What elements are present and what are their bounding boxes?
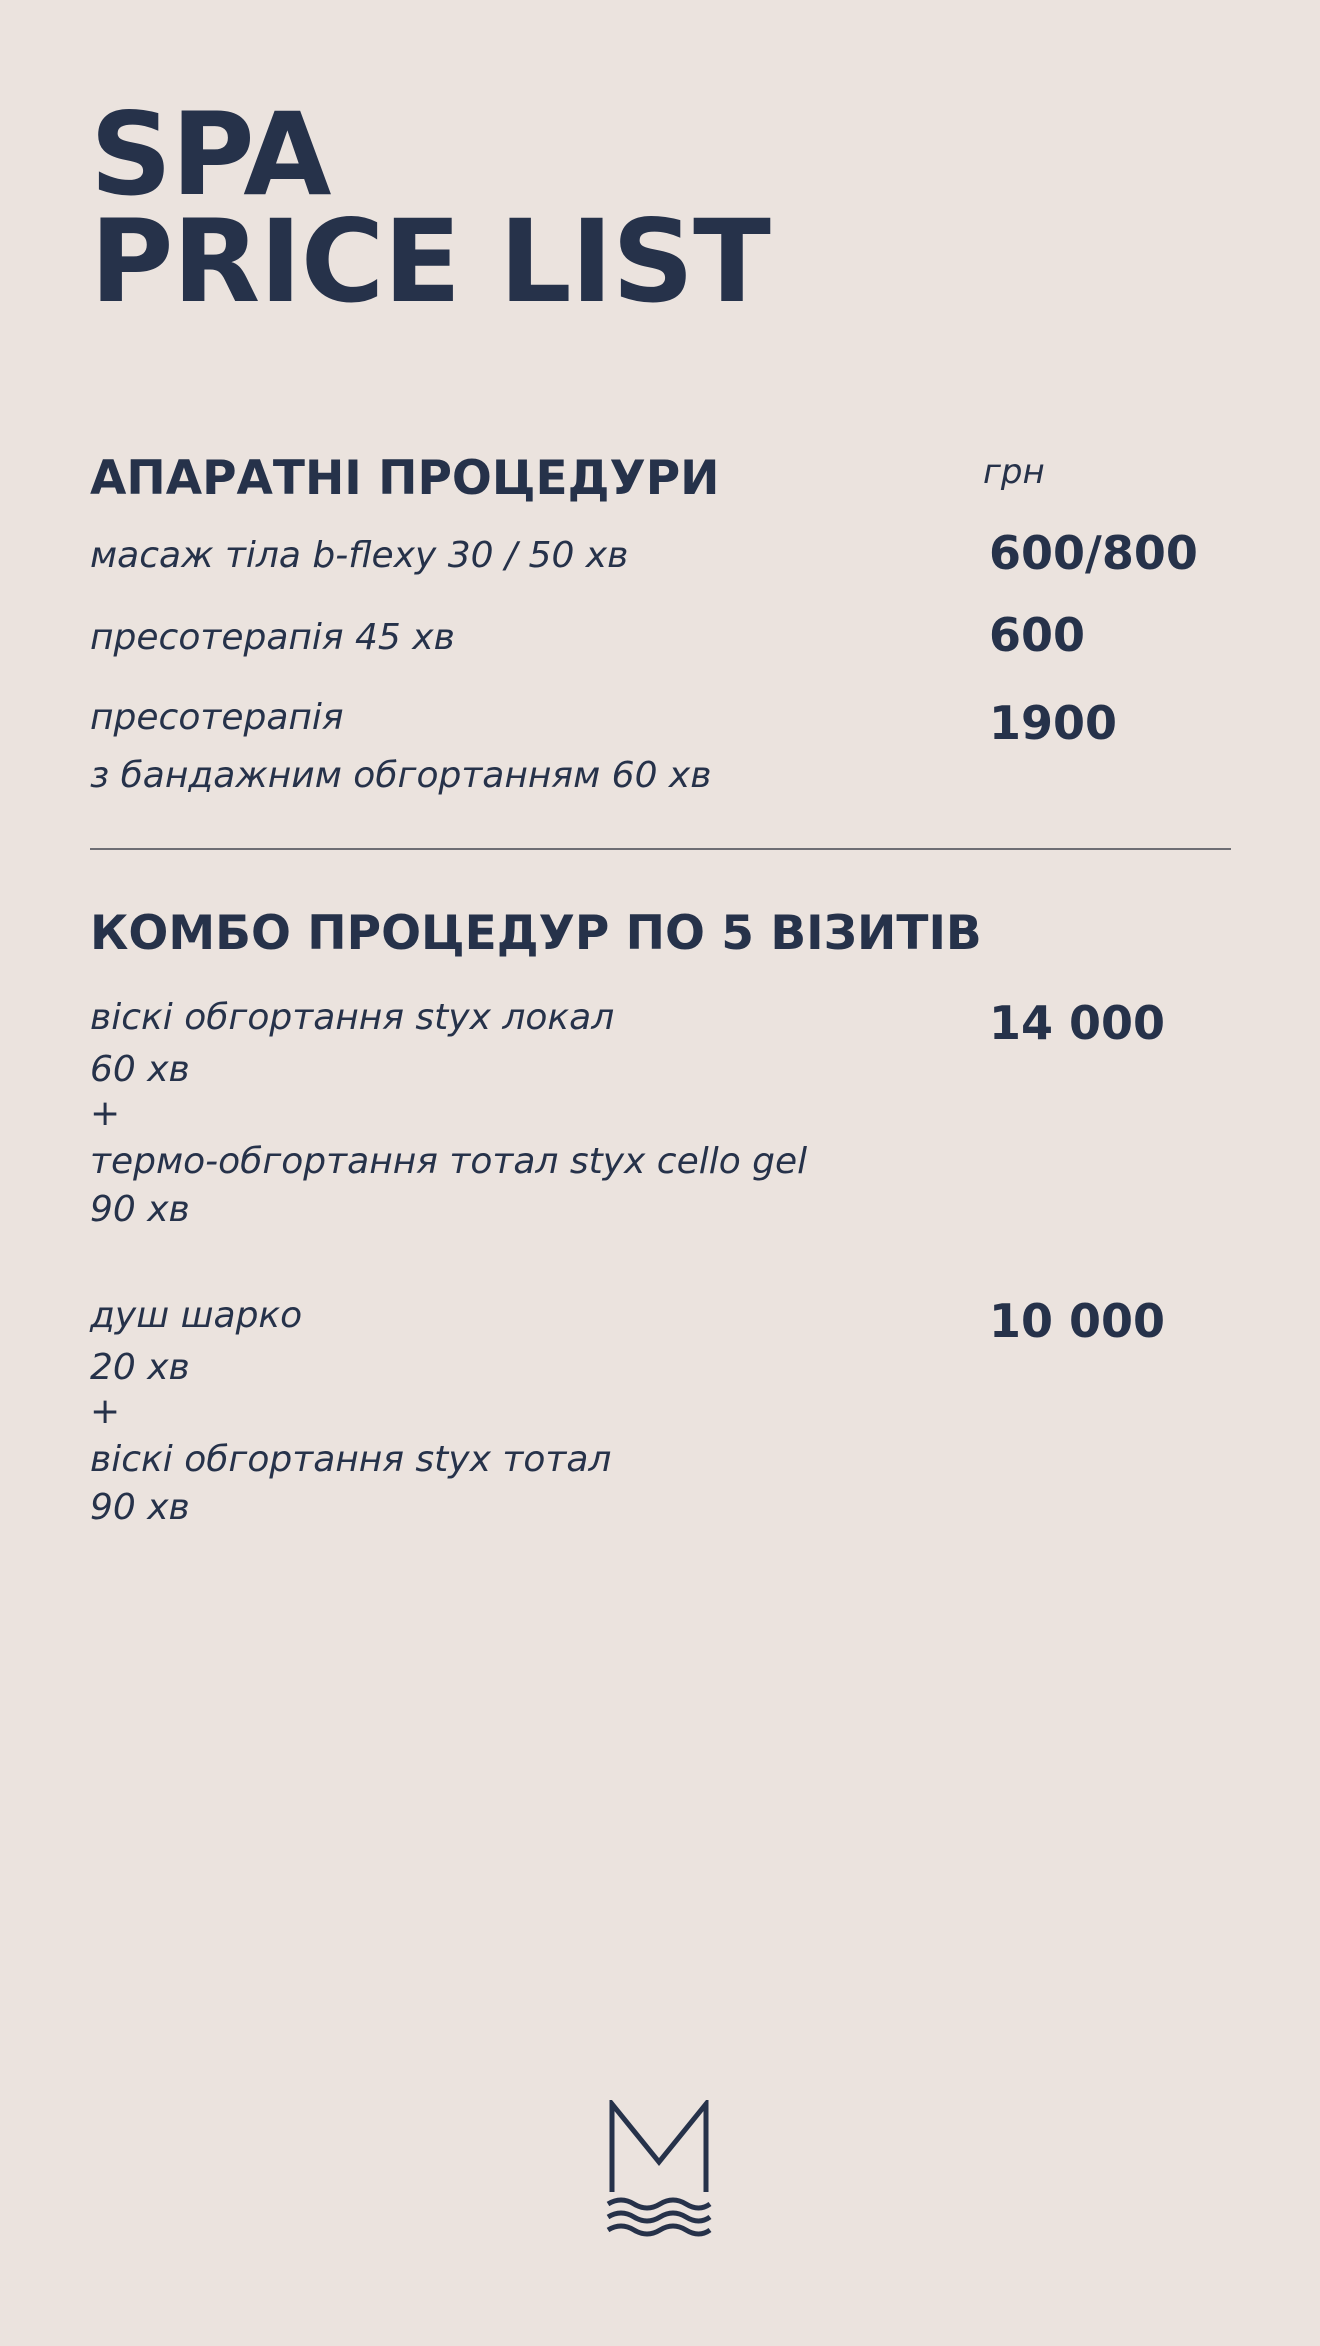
page-title-line1: SPA <box>90 88 331 221</box>
combo-line: 20 хв <box>90 1347 190 1388</box>
combo-line: віскі обгортання styx локал <box>90 997 615 1038</box>
combo-line: 60 хв <box>90 1049 190 1090</box>
section-title-hardware: АПАРАТНІ ПРОЦЕДУРИ <box>90 451 720 506</box>
combo-price: 10 000 <box>989 1294 1166 1348</box>
m-waves-logo-icon <box>606 2100 712 2240</box>
combo-line: 90 хв <box>90 1189 190 1230</box>
combo-line: 90 хв <box>90 1487 190 1528</box>
service-name-detail: з бандажним обгортанням 60 хв <box>90 755 712 796</box>
section-divider <box>90 848 1231 850</box>
combo-line: душ шарко <box>90 1295 303 1336</box>
combo-price: 14 000 <box>989 996 1166 1050</box>
combo-line: віскі обгортання styx тотал <box>90 1439 612 1480</box>
service-price: 600 <box>989 608 1086 662</box>
service-name: пресотерапія 45 хв <box>90 617 455 658</box>
combo-plus: + <box>90 1093 121 1134</box>
combo-plus: + <box>90 1391 121 1432</box>
service-price: 600/800 <box>989 526 1198 580</box>
section-title-combo: КОМБО ПРОЦЕДУР ПО 5 ВІЗИТІВ <box>90 906 982 961</box>
currency-label: грн <box>983 452 1045 492</box>
service-price: 1900 <box>989 696 1118 750</box>
page-title-line2: PRICE LIST <box>90 195 770 328</box>
service-name: масаж тіла b-flexy 30 / 50 хв <box>90 535 629 576</box>
service-name: пресотерапія <box>90 697 344 738</box>
combo-line: термо-обгортання тотал styx cello gel <box>90 1141 808 1182</box>
